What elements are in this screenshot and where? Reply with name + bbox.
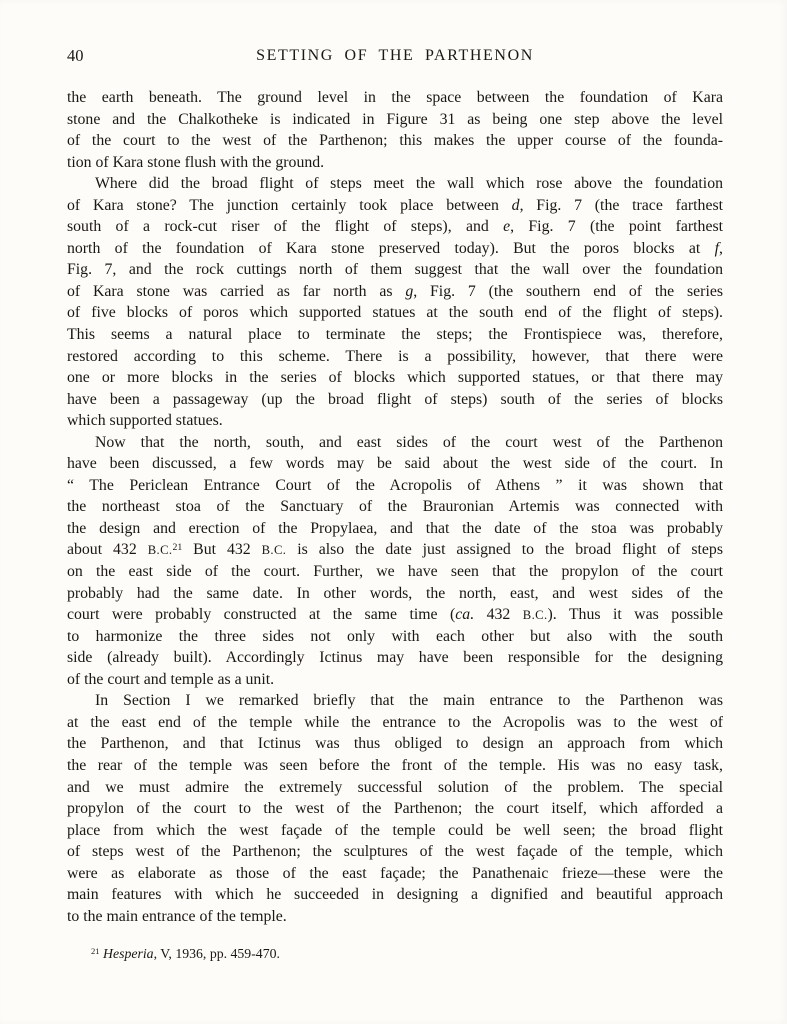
text-line: to harmonize the three sides not only with each other but also with the south <box>67 627 723 645</box>
text-line: side (already built). Accordingly Ictinus may have been responsible for the designing <box>67 649 723 667</box>
text-line: the earth beneath. The ground level in the space between the foundation of Kara <box>67 89 723 106</box>
italic-text: d <box>511 196 520 214</box>
text-line: of Kara stone was carried as far north as g, Fig. 7 (the southern end of the series <box>67 282 723 300</box>
text-line: Now that the north, south, and east sides of the court west of the Parthenon <box>95 433 723 451</box>
text-line: north of the foundation of Kara stone preserved today). But the poros blocks at f, <box>67 239 723 257</box>
text-line: to the main entrance of the temple. <box>67 907 287 925</box>
text-line: south of a rock-cut riser of the flight of steps), and e, Fig. 7 (the point farthest <box>67 218 723 236</box>
text-line: place from which the west façade of the temple could be well seen; the broad flight <box>67 821 723 839</box>
italic-text: g <box>405 282 414 300</box>
paragraph <box>67 87 723 173</box>
paragraph <box>67 690 723 927</box>
page-number: 40 <box>67 46 84 65</box>
text-line: Where did the broad flight of steps meet the wall which rose above the foundation <box>95 175 723 193</box>
superscript: 21 <box>91 945 100 956</box>
text-line: “ The Periclean Entrance Court of the Acropolis of Athens ” it was shown that <box>67 476 723 494</box>
text-line: the Parthenon, and that Ictinus was thus obliged to design an approach from which <box>67 735 723 753</box>
small-caps-text: B.C. <box>522 608 548 623</box>
italic-text: f <box>714 239 720 257</box>
text-line: of five blocks of poros which supported statues at the south end of the flight of steps). <box>67 304 723 322</box>
italic-text: ca. <box>455 606 475 624</box>
page-header <box>67 46 723 68</box>
text-line: the northeast stoa of the Sanctuary of the Brauronian Artemis was connected with <box>67 498 723 516</box>
text-line: of steps west of the Parthenon; the sculptures of the west façade of the temple, which <box>67 843 723 861</box>
text-line: restored according to this scheme. There is a possibility, however, that there were <box>67 347 723 365</box>
paragraph <box>67 173 723 432</box>
text-line: at the east end of the temple while the entrance to the Acropolis was to the west of <box>67 713 723 731</box>
text-line: the rear of the temple was seen before the front of the temple. His was no easy task, <box>67 756 723 774</box>
text-line: on the east side of the court. Further, we have seen that the propylon of the court <box>67 563 723 581</box>
footnote-text: $^{21}$ Hesperia, V, 1936, pp. 459-470. <box>91 945 280 961</box>
text-line: This seems a natural place to terminate the steps; the Frontispiece was, therefore, <box>67 326 723 344</box>
text-line: court were probably constructed at the same time (ca. 432 B.C.). Thus it was possible <box>67 606 723 624</box>
text-line: and we must admire the extremely successful solution of the problem. The special <box>67 778 723 796</box>
text-line: Fig. 7, and the rock cuttings north of them suggest that the wall over the foundation <box>67 261 723 279</box>
text-line: which supported statues. <box>67 412 223 430</box>
footnote <box>67 944 723 965</box>
paragraph <box>67 432 723 691</box>
body-text <box>67 87 723 927</box>
small-caps-text: B.C. <box>261 543 287 558</box>
text-line: In Section I we remarked briefly that the main entrance to the Parthenon was <box>95 692 723 710</box>
italic-text: e <box>503 218 511 236</box>
running-head: SETTING OF THE PARTHENON <box>256 47 534 64</box>
text-line: have been discussed, a few words may be said about the west side of the court. In <box>67 455 723 473</box>
text-line: tion of Kara stone flush with the ground. <box>67 153 325 171</box>
text-line: about 432 B.C.$^{21}$ But 432 B.C. is also the date just assigned to the broad flight of steps <box>67 541 723 559</box>
text-line: of Kara stone? The junction certainly took place between d, Fig. 7 (the trace farthest <box>67 196 723 214</box>
text-line: propylon of the court to the west of the Parthenon; the court itself, which afforded a <box>67 800 723 818</box>
text-line: main features with which he succeeded in designing a dignified and beautiful approach <box>67 886 723 904</box>
text-line: probably had the same date. In other words, the north, east, and west sides of the <box>67 584 723 602</box>
text-line: one or more blocks in the series of blocks which supported statues, or that there may <box>67 369 723 387</box>
text-line: have been a passageway (up the broad flight of steps) south of the series of blocks <box>67 390 723 408</box>
italic-text: Hesperia <box>103 946 154 961</box>
small-caps-text: B.C. <box>147 543 173 558</box>
superscript: 21 <box>172 541 183 553</box>
text-line: stone and the Chalkotheke is indicated in Figure 31 as being one step above the level <box>67 110 723 128</box>
text-line: were as elaborate as those of the east façade; the Panathenaic frieze—these were the <box>67 864 723 882</box>
text-line: the design and erection of the Propylaea, and that the date of the stoa was probably <box>67 519 723 537</box>
text-line: of the court and temple as a unit. <box>67 670 275 688</box>
text-line: of the court to the west of the Parthenon; this makes the upper course of the founda- <box>67 132 723 150</box>
